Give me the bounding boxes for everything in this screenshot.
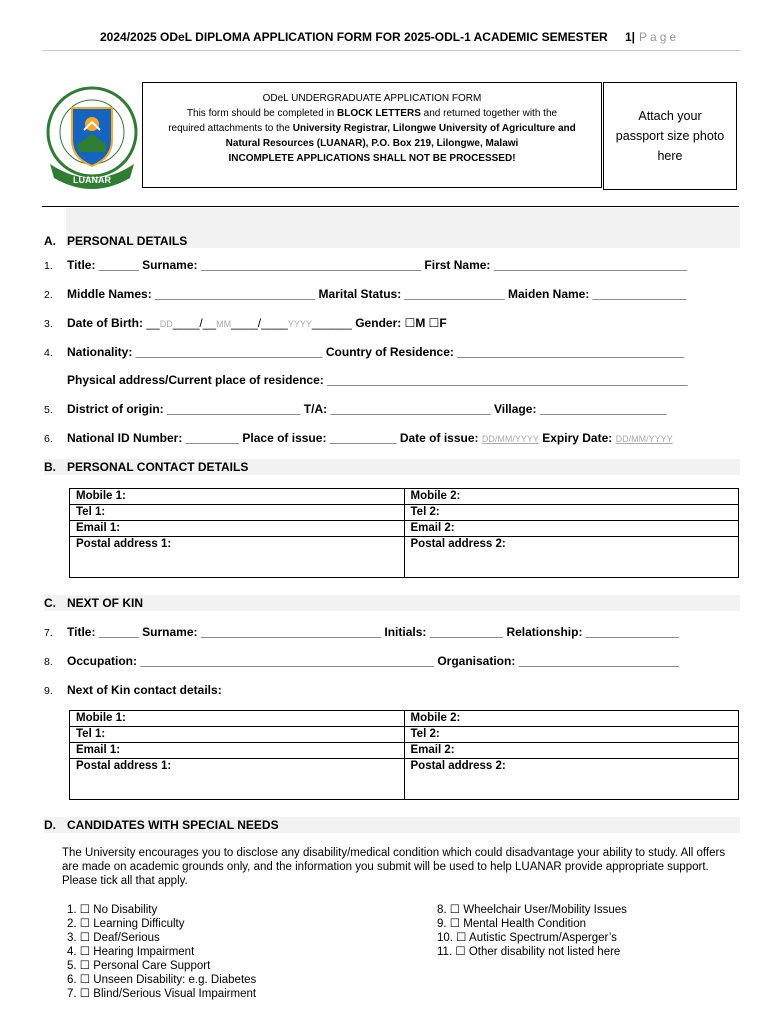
photo-line-2: passport size photo (615, 129, 725, 143)
postal-2-cell[interactable]: Postal address 2: (404, 537, 739, 578)
table-row (70, 743, 739, 759)
section-a-letter: A. (44, 234, 56, 248)
personal-contact-table (69, 488, 739, 578)
row-date-of-birth[interactable]: 3. Date of Birth: __DD____/__MM____/____YYYY______ Gender: ☐M ☐F (44, 316, 447, 330)
row-number: 4. (44, 347, 53, 359)
row-number: 7. (44, 627, 53, 639)
email-1-cell[interactable]: Email 1: (70, 521, 405, 537)
row-text: Nationality: ____________________________ Country of Residence: __________________________________ (67, 345, 685, 359)
section-b-title: PERSONAL CONTACT DETAILS (67, 460, 249, 474)
tel-2-cell[interactable]: Tel 2: (404, 505, 739, 521)
dob-year-placeholder: YYYY (287, 319, 312, 329)
postal-1-cell[interactable]: Postal address 1: (70, 537, 405, 578)
dob-label: Date of Birth: (67, 316, 147, 330)
row-text: Next of Kin contact details: (67, 683, 222, 697)
disability-list-right (437, 903, 627, 959)
row-number: 3. (44, 318, 53, 330)
section-b-heading (44, 459, 740, 475)
disability-list-left (67, 903, 256, 1001)
table-row (70, 537, 739, 578)
section-d-title: CANDIDATES WITH SPECIAL NEEDS (67, 818, 279, 832)
table-row (70, 711, 739, 727)
table-row (70, 727, 739, 743)
row-number: 9. (44, 685, 53, 697)
gender-options[interactable]: Gender: ☐M ☐F (351, 316, 447, 330)
info-line-1b: BLOCK LETTERS (336, 108, 421, 119)
kin-postal-2-cell[interactable]: Postal address 2: (404, 759, 739, 800)
photo-line-1: Attach your (638, 109, 702, 123)
kin-tel-2-cell[interactable]: Tel 2: (404, 727, 739, 743)
row-kin-name[interactable] (44, 625, 744, 639)
info-warning: INCOMPLETE APPLICATIONS SHALL NOT BE PROCESSED! (228, 153, 516, 164)
checkbox-learning-difficulty[interactable]: 2. ☐ Learning Difficulty (67, 918, 185, 930)
expiry-date-placeholder: DD/MM/YYYY (615, 434, 673, 444)
dob-day-placeholder: DD (159, 319, 173, 329)
row-middle-names[interactable] (44, 287, 744, 301)
form-info-box (142, 82, 602, 188)
section-d-letter: D. (44, 818, 56, 832)
section-b-letter: B. (44, 460, 56, 474)
section-c-title: NEXT OF KIN (67, 596, 144, 610)
section-d-heading (44, 817, 740, 833)
kin-mobile-1-cell[interactable]: Mobile 1: (70, 711, 405, 727)
checkbox-personal-care[interactable]: 5. ☐ Personal Care Support (67, 960, 211, 972)
row-text: Middle Names: ________________________ Marital Status: _______________ Maiden Name: ______________ (67, 287, 687, 301)
page-label: Page (639, 30, 680, 44)
form-title: ODeL UNDERGRADUATE APPLICATION FORM (262, 93, 482, 104)
checkbox-deaf[interactable]: 3. ☐ Deaf/Serious (67, 932, 160, 944)
page-number (625, 30, 679, 44)
row-title-name[interactable] (44, 258, 744, 272)
kin-contact-table (69, 710, 739, 800)
checkbox-wheelchair[interactable]: 8. ☐ Wheelchair User/Mobility Issues (437, 904, 627, 916)
tel-1-cell[interactable]: Tel 1: (70, 505, 405, 521)
mobile-1-cell[interactable]: Mobile 1: (70, 489, 405, 505)
checkbox-unseen-disability[interactable]: 6. ☐ Unseen Disability: e.g. Diabetes (67, 974, 257, 986)
row-text: National ID Number: ________ Place of issue: __________ Date of issue: (67, 431, 482, 445)
row-number: 5. (44, 404, 53, 416)
section-divider (42, 206, 739, 207)
row-number: 8. (44, 656, 53, 668)
email-2-cell[interactable]: Email 2: (404, 521, 739, 537)
row-text: Title: ______ Surname: _________________________________ First Name: _____________________________ (67, 258, 688, 272)
row-physical-address[interactable] (44, 373, 744, 387)
kin-mobile-2-cell[interactable]: Mobile 2: (404, 711, 739, 727)
row-kin-contact-label (44, 683, 744, 697)
section-c-letter: C. (44, 596, 56, 610)
table-row (70, 521, 739, 537)
row-number: 2. (44, 289, 53, 301)
issue-date-placeholder: DD/MM/YYYY (481, 434, 539, 444)
section-c-heading (44, 595, 740, 611)
expiry-label: Expiry Date: (538, 431, 616, 445)
section-a-heading (44, 233, 740, 249)
row-text: Physical address/Current place of residence: ______________________________________________________ (67, 373, 688, 387)
info-line-2a: required attachments to the (168, 123, 293, 134)
checkbox-other[interactable]: 11. ☐ Other disability not listed here (437, 946, 621, 958)
row-text: Occupation: ____________________________________________ Organisation: ________________________ (67, 654, 679, 668)
row-number: 6. (44, 433, 53, 445)
luanar-logo-icon (44, 80, 140, 192)
passport-photo-box[interactable] (603, 82, 737, 190)
special-needs-paragraph: The University encourages you to disclose any disability/medical condition which could disadvantage your ability to study. All offers are made on academic grounds only, and the information you submit will be used to help LUANAR provide appropriate support. Please tick all that apply. (62, 847, 726, 887)
checkbox-no-disability[interactable]: 1. ☐ No Disability (67, 904, 158, 916)
checkbox-blind[interactable]: 7. ☐ Blind/Serious Visual Impairment (67, 988, 257, 1000)
table-row (70, 505, 739, 521)
checkbox-autistic[interactable]: 10. ☐ Autistic Spectrum/Asperger’s (437, 932, 617, 944)
photo-line-3: here (657, 149, 683, 163)
logo-text: LUANAR (73, 175, 111, 185)
row-text: District of origin: ____________________ T/A: ________________________ Village: ___________________ (67, 402, 667, 416)
kin-tel-1-cell[interactable]: Tel 1: (70, 727, 405, 743)
kin-postal-1-cell[interactable]: Postal address 1: (70, 759, 405, 800)
checkbox-mental-health[interactable]: 9. ☐ Mental Health Condition (437, 918, 587, 930)
checkbox-hearing-impairment[interactable]: 4. ☐ Hearing Impairment (67, 946, 195, 958)
document-header: 2024/2025 ODeL DIPLOMA APPLICATION FORM FOR 2025-ODL-1 ACADEMIC SEMESTER (100, 30, 608, 44)
row-national-id[interactable] (44, 431, 744, 445)
page-number-value: 1| (625, 30, 636, 44)
row-kin-occupation[interactable] (44, 654, 744, 668)
dob-month-placeholder: MM (216, 319, 232, 329)
header-divider (42, 50, 741, 51)
info-line-2b: University Registrar, Lilongwe University of Agriculture and (292, 123, 576, 134)
row-text: Title: ______ Surname: ___________________________ Initials: ___________ Relationship: ______________ (67, 625, 680, 639)
mobile-2-cell[interactable]: Mobile 2: (404, 489, 739, 505)
info-line-1 (143, 106, 601, 121)
table-row (70, 489, 739, 505)
kin-email-2-cell[interactable]: Email 2: (404, 743, 739, 759)
table-row (70, 759, 739, 800)
info-line-2 (143, 121, 601, 136)
info-line-1a: This form should be completed in (186, 108, 337, 119)
row-district[interactable] (44, 402, 744, 416)
info-line-1c: and returned together with the (420, 108, 558, 119)
row-nationality[interactable] (44, 345, 744, 359)
row-number: 1. (44, 260, 53, 272)
info-line-3: Natural Resources (LUANAR), P.O. Box 219, Lilongwe, Malawi (225, 138, 519, 149)
kin-email-1-cell[interactable]: Email 1: (70, 743, 405, 759)
section-a-title: PERSONAL DETAILS (67, 234, 188, 248)
